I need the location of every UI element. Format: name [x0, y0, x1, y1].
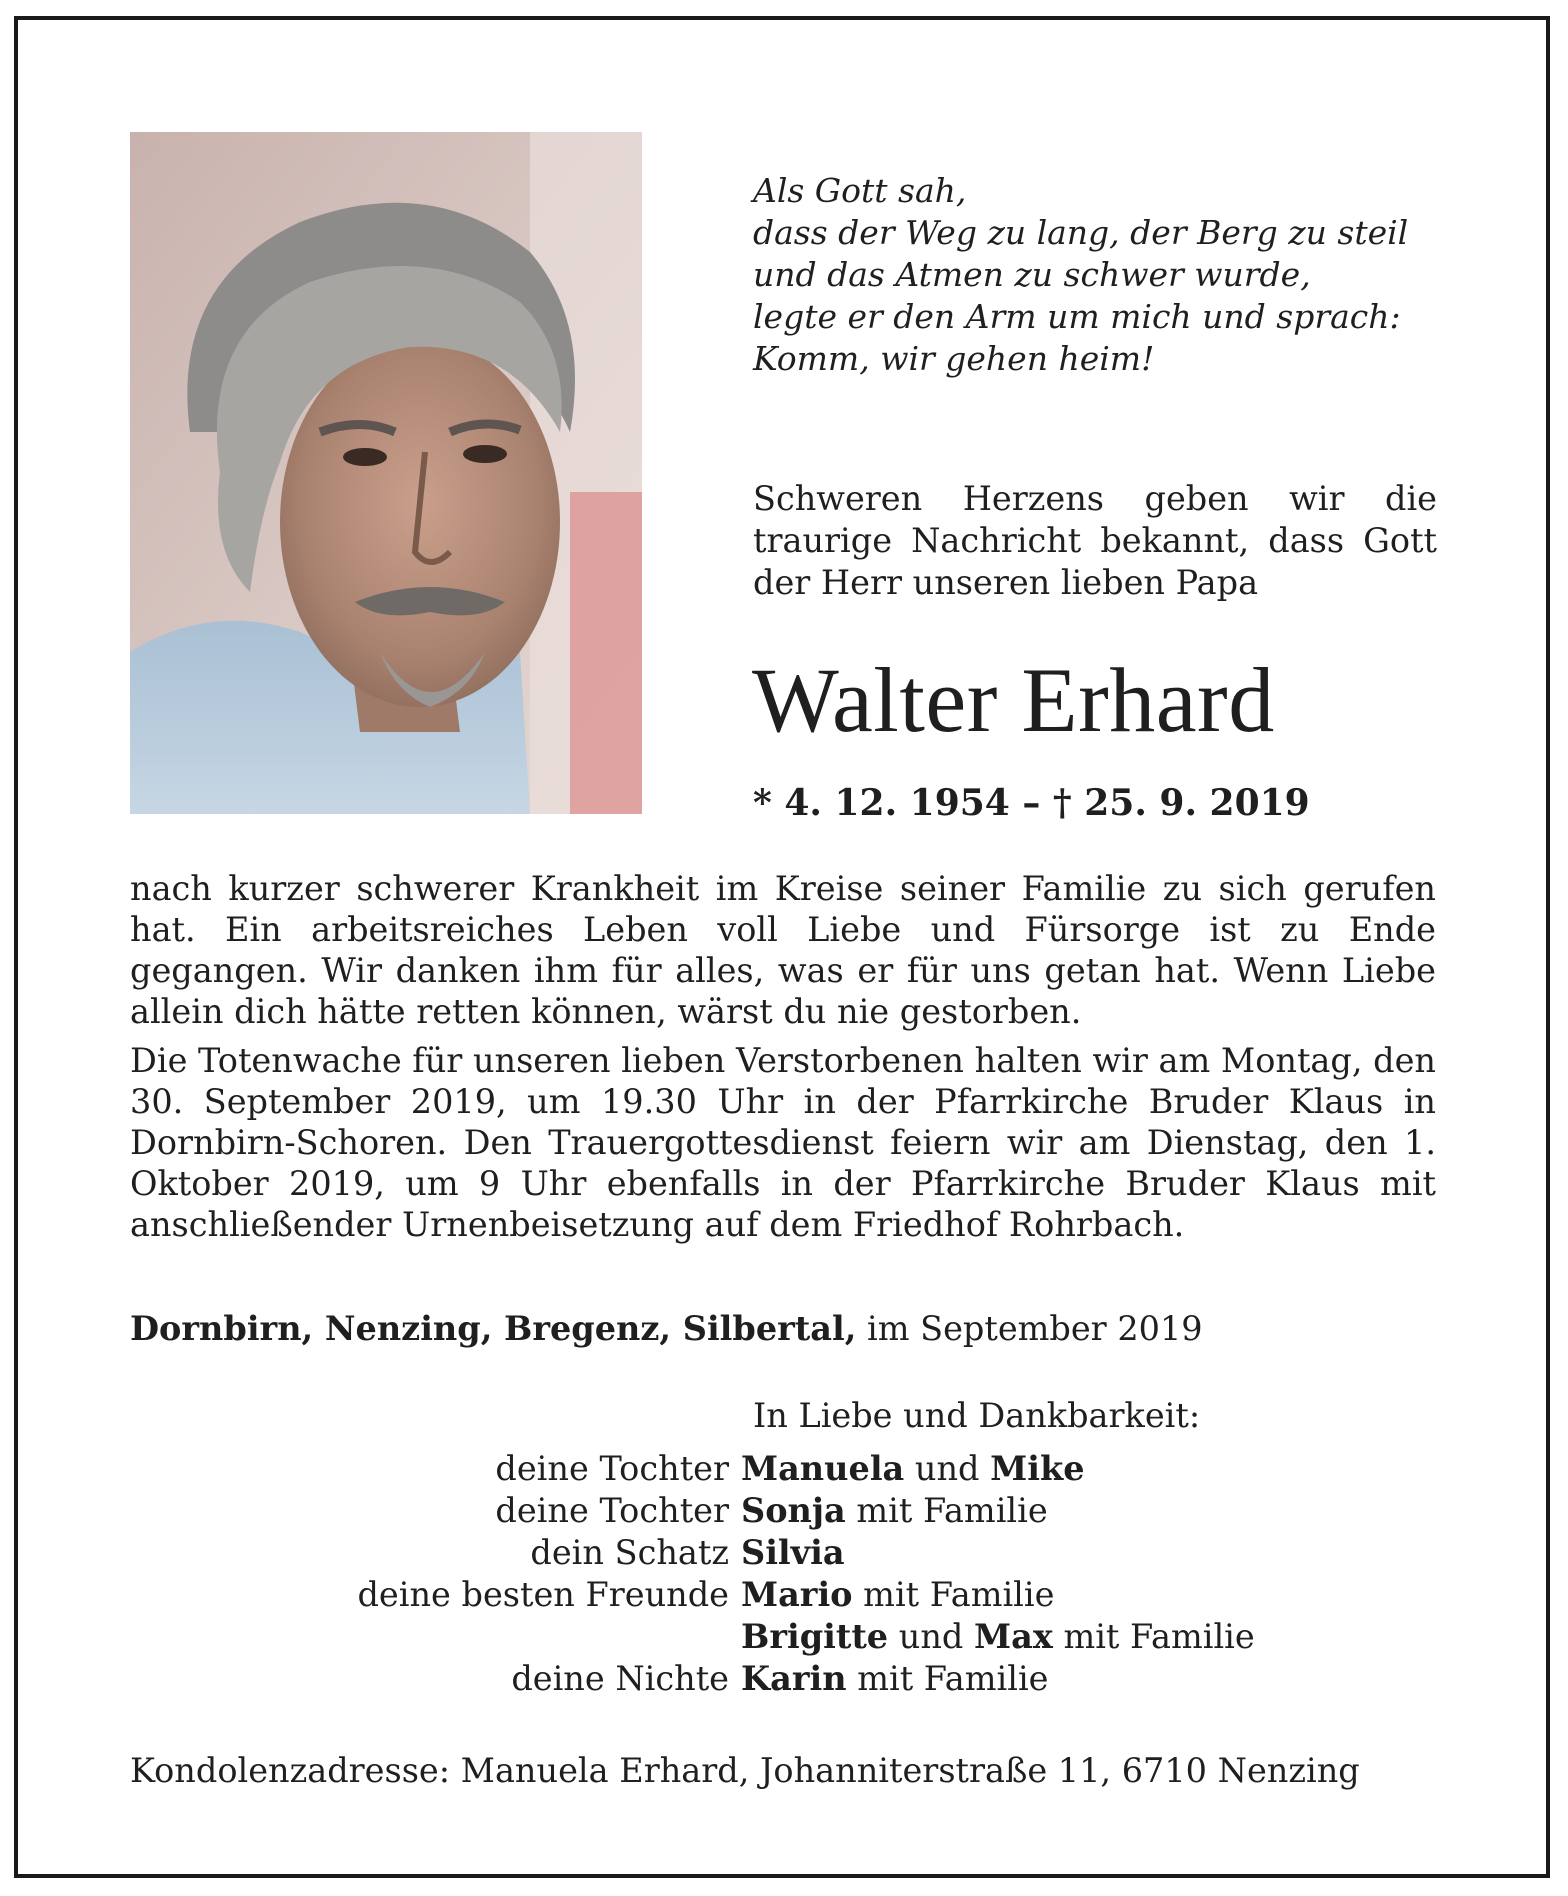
- mourner-conjunction: und: [914, 1449, 980, 1488]
- poem-line: legte er den Arm um mich und sprach:: [753, 297, 1401, 336]
- mourner-relation: [130, 1616, 741, 1658]
- mourner-name: Manuela: [741, 1449, 905, 1488]
- poem-line: dass der Weg zu lang, der Berg zu steil: [753, 213, 1409, 252]
- mourner-name: Mike: [990, 1449, 1085, 1488]
- paragraph-passing: nach kurzer schwerer Krankheit im Kreise seiner Familie zu sich gerufen hat. Ein arbeitsreiches Leben voll Liebe und Fürsorge ist zu Ende gegangen. Wir danken ihm für alles, was er für uns getan hat. Wenn Liebe allein dich hätte retten können, wärst du nie gestorben.: [130, 869, 1436, 1031]
- announcement-text: Schweren Herzens geben wir die traurige Nachricht bekannt, dass Gott der Herr unseren lieben Papa: [753, 479, 1437, 602]
- mourner-name: Brigitte: [741, 1617, 889, 1656]
- mourner-suffix: mit Familie: [857, 1659, 1049, 1698]
- mourner-row: [130, 1490, 1436, 1532]
- location-date: im September 2019: [867, 1309, 1203, 1348]
- mourner-conjunction: und: [898, 1617, 964, 1656]
- poem-line: Als Gott sah,: [753, 171, 967, 210]
- life-dates: * 4. 12. 1954 – † 25. 9. 2019: [753, 782, 1310, 824]
- mourner-relation: deine Tochter: [495, 1449, 729, 1488]
- mourner-relation: dein Schatz: [530, 1533, 729, 1572]
- mourner-name: Silvia: [741, 1533, 845, 1572]
- poem: [753, 170, 1453, 380]
- mourner-relation: deine Tochter: [495, 1491, 729, 1530]
- location-places: Dornbirn, Nenzing, Bregenz, Silbertal,: [130, 1309, 857, 1348]
- portrait-illustration: [130, 132, 642, 814]
- mourner-row: [130, 1532, 1436, 1574]
- mourner-name: Karin: [741, 1659, 847, 1698]
- mourner-suffix: mit Familie: [1063, 1617, 1255, 1656]
- obituary-body: [130, 868, 1436, 1253]
- location-line: [130, 1308, 1203, 1350]
- mourners-list: [130, 1448, 1436, 1700]
- poem-line: Komm, wir gehen heim!: [753, 339, 1155, 378]
- mourner-row: [130, 1448, 1436, 1490]
- mourner-row: [130, 1574, 1436, 1616]
- mourner-name: Mario: [741, 1575, 853, 1614]
- mourner-row: [130, 1616, 1436, 1658]
- mourner-row: [130, 1658, 1436, 1700]
- mourner-relation: deine besten Freunde: [357, 1575, 729, 1614]
- closing-greeting: In Liebe und Dankbarkeit:: [753, 1396, 1201, 1435]
- condolence-address: Kondolenzadresse: Manuela Erhard, Johanniterstraße 11, 6710 Nenzing: [130, 1751, 1360, 1790]
- mourner-suffix: mit Familie: [856, 1491, 1048, 1530]
- mourner-suffix: mit Familie: [863, 1575, 1055, 1614]
- mourner-relation: deine Nichte: [511, 1659, 729, 1698]
- paragraph-services: Die Totenwache für unseren lieben Verstorbenen halten wir am Montag, den 30. September 2019, um 19.30 Uhr in der Pfarrkirche Bruder Klaus in Dornbirn-Schoren. Den Trauergottesdienst feiern wir am Dienstag, den 1. Oktober 2019, um 9 Uhr ebenfalls in der Pfarrkirche Bruder Klaus mit anschließender Urnenbeisetzung auf dem Friedhof Rohrbach.: [130, 1041, 1436, 1244]
- poem-line: und das Atmen zu schwer wurde,: [753, 255, 1311, 294]
- deceased-name: Walter Erhard: [752, 649, 1275, 751]
- mourner-name: Sonja: [741, 1491, 846, 1530]
- portrait-photo: [130, 132, 642, 814]
- mourner-name: Max: [974, 1617, 1053, 1656]
